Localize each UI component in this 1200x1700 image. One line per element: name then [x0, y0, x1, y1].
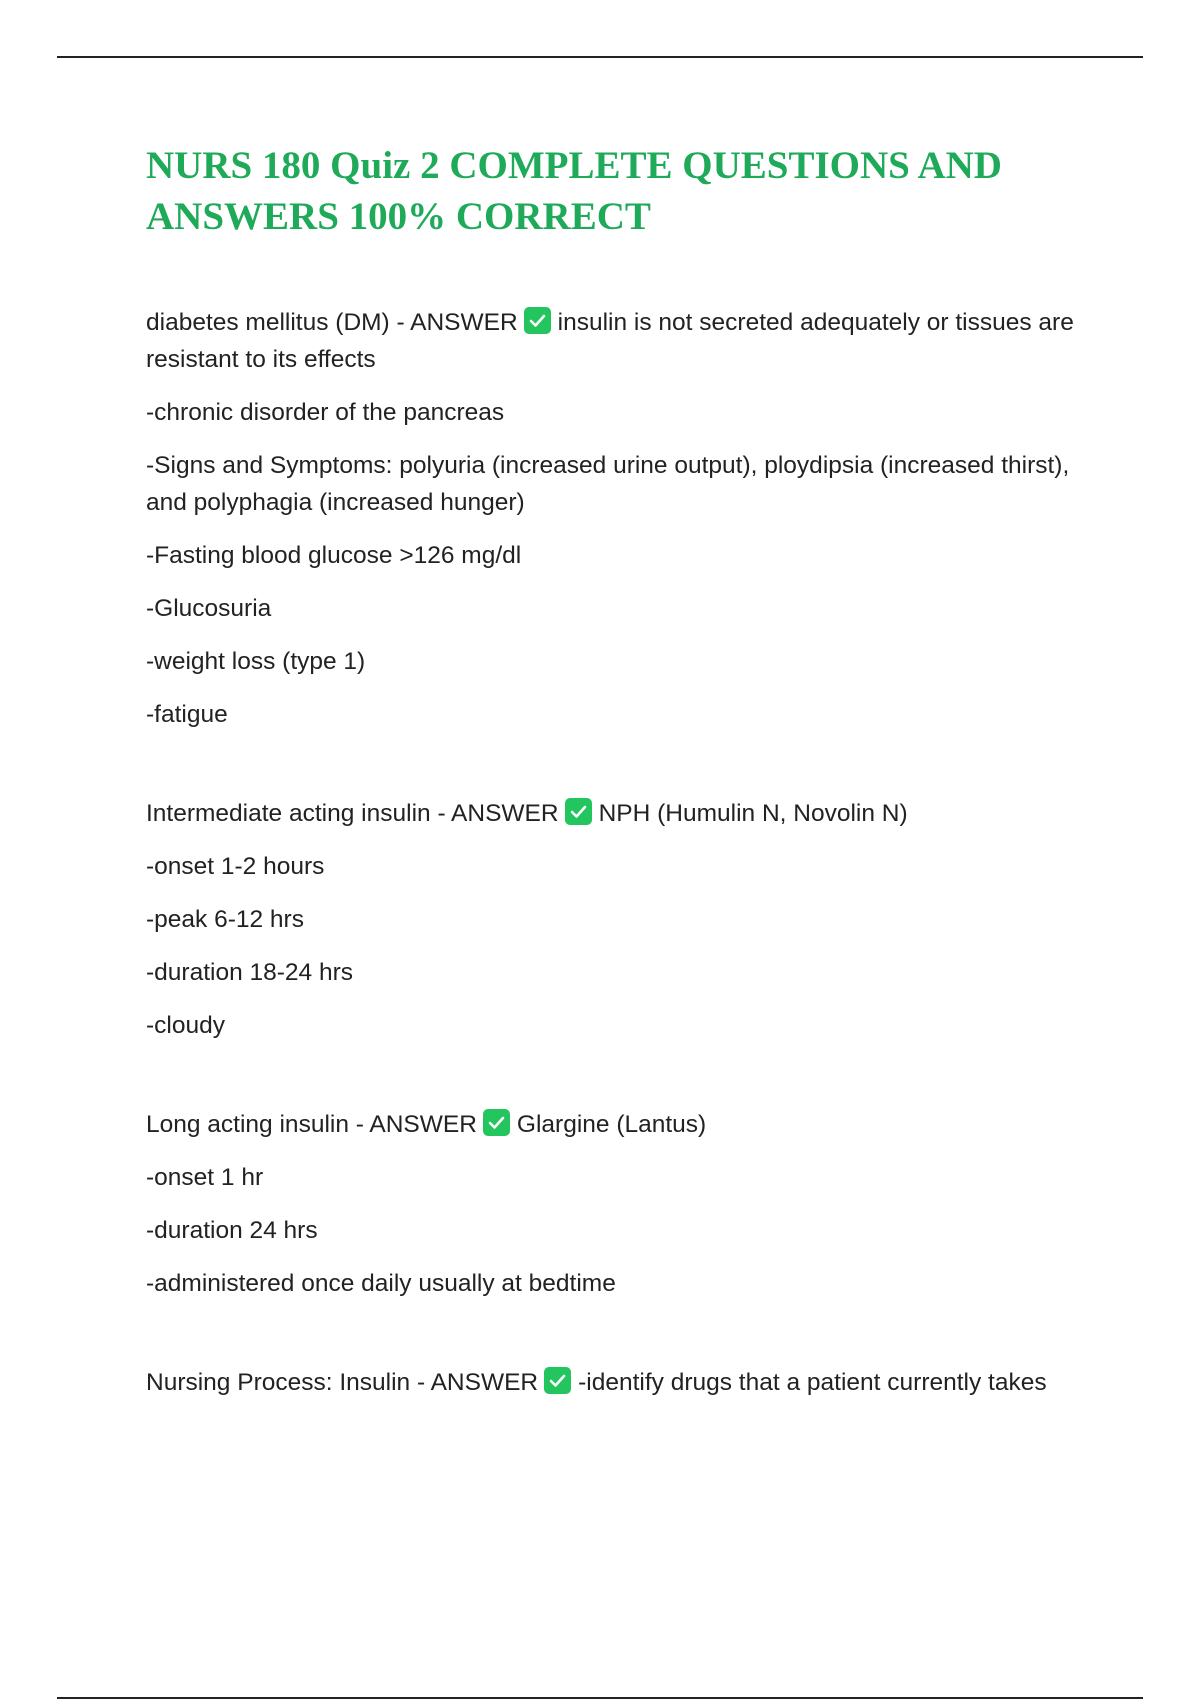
qa-detail-line: -onset 1 hr [146, 1164, 264, 1191]
document-body [146, 140, 1106, 1463]
check-mark-icon [544, 1367, 571, 1394]
check-mark-icon [524, 307, 551, 334]
qa-question-line [146, 795, 1106, 832]
qa-detail-line: -peak 6-12 hrs [146, 906, 304, 933]
qa-term: Intermediate acting insulin - ANSWER [146, 800, 559, 827]
qa-entry [146, 1106, 1106, 1302]
qa-entry [146, 1364, 1106, 1401]
qa-question-line [146, 1364, 1106, 1401]
qa-detail-line: -duration 18-24 hrs [146, 959, 354, 986]
check-mark-icon [483, 1109, 510, 1136]
qa-detail-line: -Fasting blood glucose >126 mg/dl [146, 542, 522, 569]
footer-divider [57, 1697, 1143, 1699]
qa-detail-line: -weight loss (type 1) [146, 648, 366, 675]
qa-detail-line: -administered once daily usually at bedtime [146, 1270, 616, 1297]
qa-list [146, 304, 1106, 1401]
header-divider [57, 56, 1143, 58]
qa-detail-line: -onset 1-2 hours [146, 853, 325, 880]
qa-detail-line: -Glucosuria [146, 595, 272, 622]
qa-detail-line: -duration 24 hrs [146, 1217, 318, 1244]
qa-detail-line: -chronic disorder of the pancreas [146, 399, 505, 426]
qa-detail-line: -fatigue [146, 701, 228, 728]
qa-term: diabetes mellitus (DM) - ANSWER [146, 309, 518, 336]
qa-detail-line: -Signs and Symptoms: polyuria (increased urine output), ploydipsia (increased thirst), and polyphagia (increased hunger) [146, 452, 1070, 516]
qa-answer: NPH (Humulin N, Novolin N) [598, 800, 908, 827]
qa-answer: insulin is not secreted adequately or tissues are resistant to its effects [146, 309, 1074, 373]
qa-term: Nursing Process: Insulin - ANSWER [146, 1369, 539, 1396]
qa-question-line [146, 304, 1106, 378]
qa-question-line [146, 1106, 1106, 1143]
qa-term: Long acting insulin - ANSWER [146, 1111, 477, 1138]
check-mark-icon [565, 798, 592, 825]
qa-answer: Glargine (Lantus) [516, 1111, 707, 1138]
document-title: NURS 180 Quiz 2 COMPLETE QUESTIONS AND ANSWERS 100% CORRECT [146, 144, 1002, 238]
qa-answer: -identify drugs that a patient currently takes [578, 1369, 1047, 1396]
qa-detail-line: -cloudy [146, 1012, 225, 1039]
qa-entry [146, 304, 1106, 733]
qa-entry [146, 795, 1106, 1044]
